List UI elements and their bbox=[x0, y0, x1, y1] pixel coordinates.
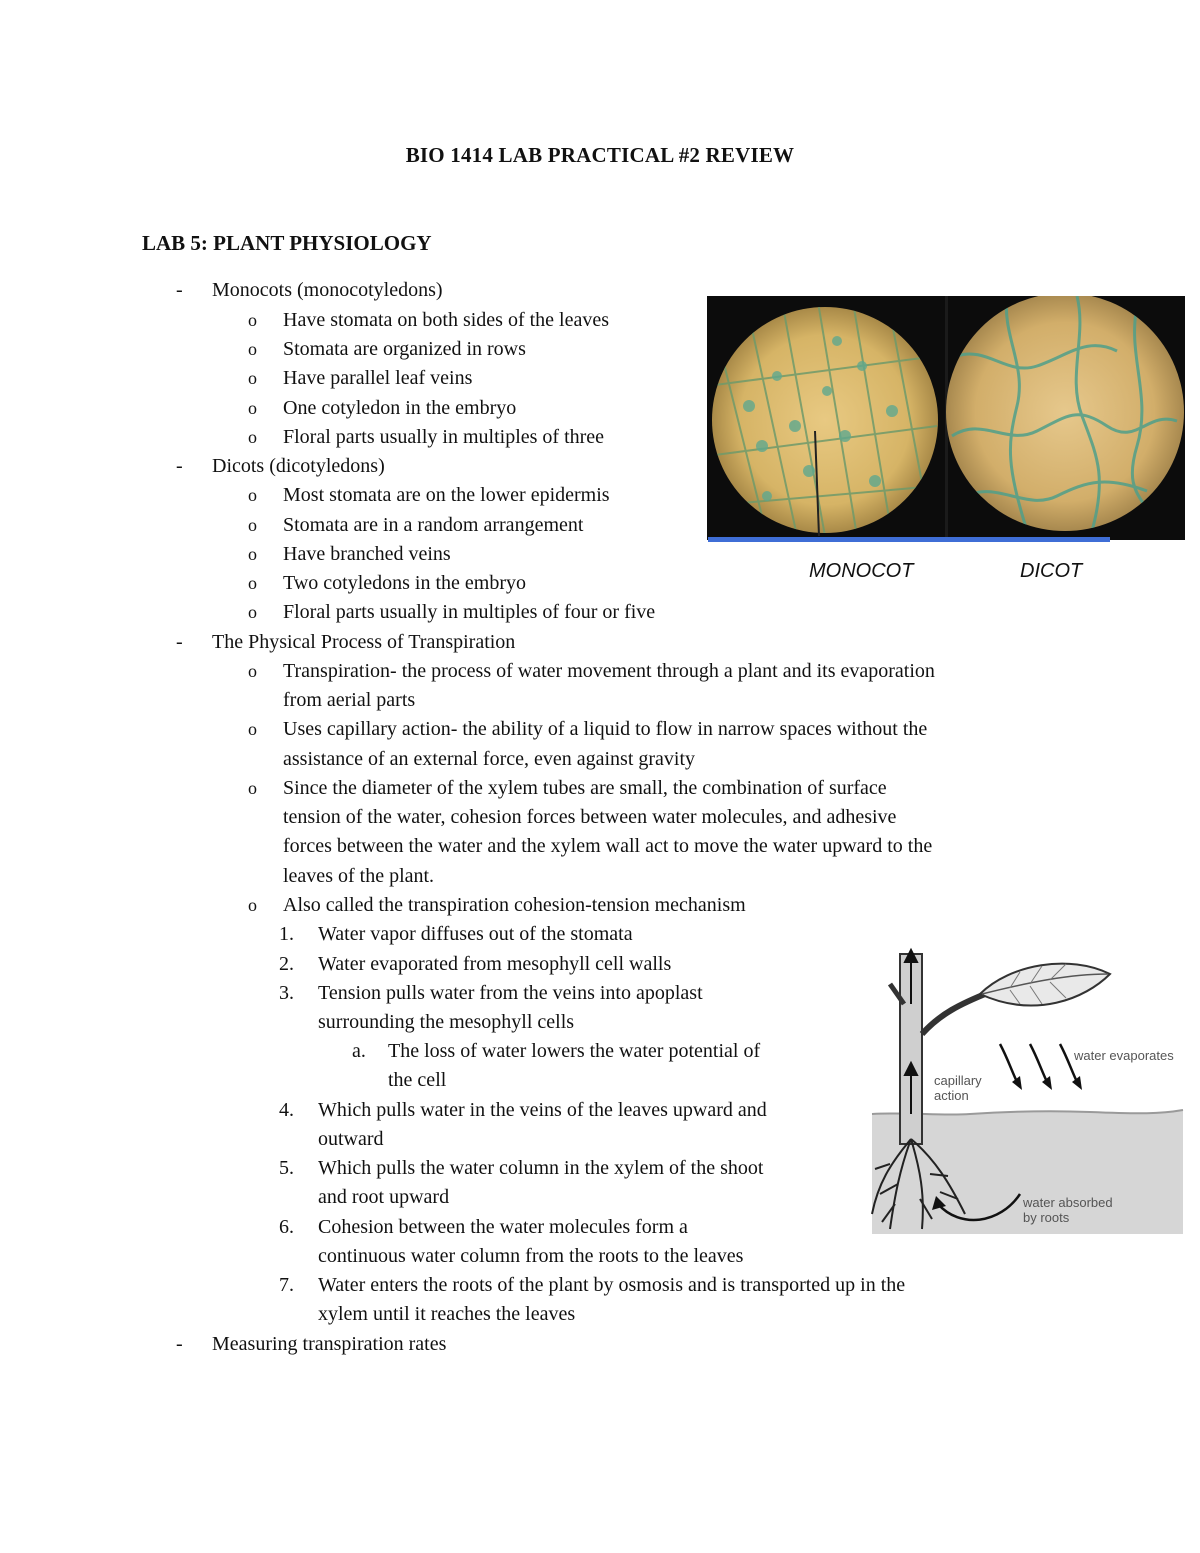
step-text-continuation: surrounding the mesophyll cells bbox=[318, 1011, 575, 1033]
step-text: Which pulls the water column in the xylem of the shoot bbox=[318, 1157, 764, 1179]
bullet: o bbox=[248, 310, 257, 330]
dicot-micrograph bbox=[946, 296, 1184, 531]
monocot-label: MONOCOT bbox=[809, 560, 914, 582]
step-text: Water vapor diffuses out of the stomata bbox=[318, 923, 633, 945]
step-number: 6. bbox=[279, 1216, 294, 1238]
list-item: Transpiration- the process of water movement through a plant and its evaporation bbox=[283, 660, 935, 682]
dash-bullet: - bbox=[176, 631, 183, 653]
bullet: o bbox=[248, 427, 257, 447]
label-by-roots: by roots bbox=[1023, 1210, 1070, 1225]
dicots-heading: Dicots (dicotyledons) bbox=[212, 455, 385, 477]
label-action: action bbox=[934, 1088, 969, 1103]
micrograph-bar bbox=[708, 537, 1110, 542]
bullet: o bbox=[248, 602, 257, 622]
substep-letter: a. bbox=[352, 1040, 366, 1062]
step-text: Water enters the roots of the plant by osmosis and is transported up in the bbox=[318, 1274, 906, 1296]
list-item: Since the diameter of the xylem tubes are small, the combination of surface bbox=[283, 777, 887, 799]
bullet: o bbox=[248, 895, 257, 915]
list-item: One cotyledon in the embryo bbox=[283, 397, 517, 419]
bullet: o bbox=[248, 339, 257, 359]
step-text-continuation: and root upward bbox=[318, 1186, 450, 1208]
bullet: o bbox=[248, 719, 257, 739]
list-item: Floral parts usually in multiples of four or five bbox=[283, 601, 656, 623]
step-text-continuation: continuous water column from the roots to the leaves bbox=[318, 1245, 744, 1267]
list-item: Uses capillary action- the ability of a liquid to flow in narrow spaces without the bbox=[283, 718, 928, 740]
label-water-absorbed: water absorbed bbox=[1023, 1195, 1113, 1210]
step-text: Tension pulls water from the veins into apoplast bbox=[318, 982, 703, 1004]
list-item-continuation: from aerial parts bbox=[283, 689, 416, 711]
list-item: Also called the transpiration cohesion-tension mechanism bbox=[283, 894, 746, 916]
list-item: Have stomata on both sides of the leaves bbox=[283, 309, 610, 331]
step-number: 5. bbox=[279, 1157, 294, 1179]
transpiration-diagram bbox=[870, 944, 1185, 1234]
bullet: o bbox=[248, 573, 257, 593]
section-heading: LAB 5: PLANT PHYSIOLOGY bbox=[142, 231, 432, 255]
step-number: 2. bbox=[279, 953, 294, 975]
step-number: 4. bbox=[279, 1099, 294, 1121]
bullet: o bbox=[248, 485, 257, 505]
step-text: Water evaporated from mesophyll cell walls bbox=[318, 953, 672, 975]
label-water-evaporates: water evaporates bbox=[1074, 1048, 1174, 1063]
bullet: o bbox=[248, 661, 257, 681]
substep-text: The loss of water lowers the water potential of bbox=[388, 1040, 761, 1062]
list-item: Have parallel leaf veins bbox=[283, 367, 473, 389]
dicot-label: DICOT bbox=[1020, 560, 1083, 582]
step-number: 3. bbox=[279, 982, 294, 1004]
list-item: Most stomata are on the lower epidermis bbox=[283, 484, 610, 506]
list-item: Stomata are in a random arrangement bbox=[283, 514, 584, 536]
list-item-continuation: forces between the water and the xylem wall act to move the water upward to the bbox=[283, 835, 933, 857]
list-item-continuation: tension of the water, cohesion forces between water molecules, and adhesive bbox=[283, 806, 897, 828]
micrograph-figure bbox=[707, 296, 1185, 540]
list-item: Floral parts usually in multiples of three bbox=[283, 426, 605, 448]
bullet: o bbox=[248, 398, 257, 418]
step-text-continuation: outward bbox=[318, 1128, 384, 1150]
monocots-heading: Monocots (monocotyledons) bbox=[212, 279, 443, 301]
measuring-heading: Measuring transpiration rates bbox=[212, 1333, 447, 1355]
bullet: o bbox=[248, 778, 257, 798]
document-title: BIO 1414 LAB PRACTICAL #2 REVIEW bbox=[405, 143, 795, 167]
dash-bullet: - bbox=[176, 1333, 183, 1355]
label-capillary: capillary bbox=[934, 1073, 982, 1088]
dash-bullet: - bbox=[176, 455, 183, 477]
list-item: Stomata are organized in rows bbox=[283, 338, 526, 360]
transpiration-heading: The Physical Process of Transpiration bbox=[212, 631, 516, 653]
bullet: o bbox=[248, 515, 257, 535]
bullet: o bbox=[248, 368, 257, 388]
step-text: Cohesion between the water molecules form a bbox=[318, 1216, 688, 1238]
step-text: Which pulls water in the veins of the leaves upward and bbox=[318, 1099, 767, 1121]
list-item-continuation: leaves of the plant. bbox=[283, 865, 435, 887]
substep-text-continuation: the cell bbox=[388, 1069, 447, 1091]
list-item: Two cotyledons in the embryo bbox=[283, 572, 526, 594]
step-number: 1. bbox=[279, 923, 294, 945]
step-text-continuation: xylem until it reaches the leaves bbox=[318, 1303, 576, 1325]
plant-illustration bbox=[870, 944, 1185, 1234]
dash-bullet: - bbox=[176, 279, 183, 301]
bullet: o bbox=[248, 544, 257, 564]
list-item-continuation: assistance of an external force, even against gravity bbox=[283, 748, 696, 770]
list-item: Have branched veins bbox=[283, 543, 451, 565]
step-number: 7. bbox=[279, 1274, 294, 1296]
micrograph-images bbox=[707, 296, 1185, 540]
